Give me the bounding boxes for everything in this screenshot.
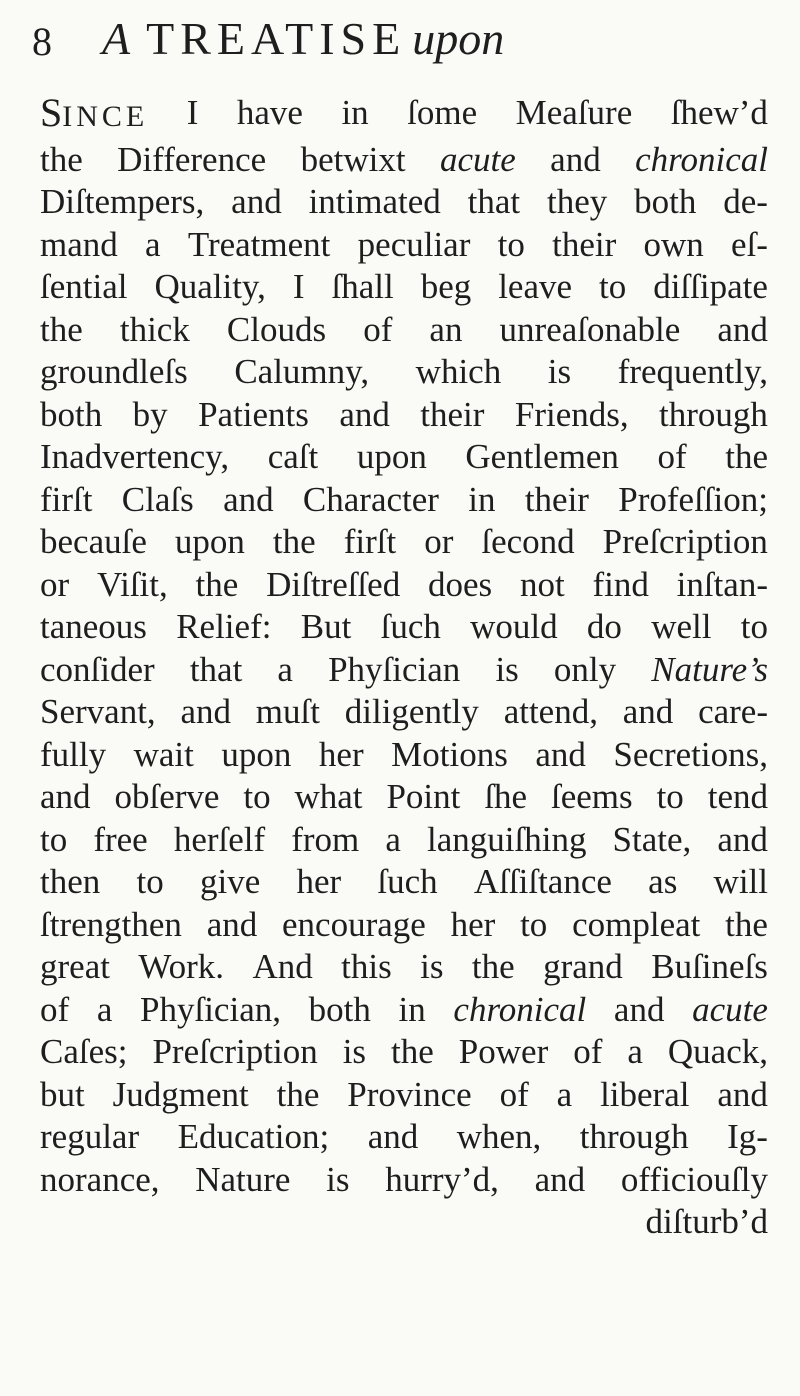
word: of xyxy=(573,1032,603,1071)
word: Nature xyxy=(195,1159,291,1199)
word: ſome xyxy=(407,93,478,132)
word: Quality, xyxy=(154,267,266,306)
word: fully xyxy=(40,734,107,774)
word: Ig- xyxy=(727,1117,768,1156)
word: Clouds xyxy=(226,309,327,349)
word: the xyxy=(40,139,83,179)
word: that xyxy=(189,649,243,689)
word: Profeſſion; xyxy=(618,479,768,519)
running-header xyxy=(32,12,772,92)
word: Point xyxy=(386,777,461,816)
word: Diſtreſſed xyxy=(266,564,401,604)
word: and xyxy=(339,394,390,434)
page-number: 8 xyxy=(32,19,52,64)
word: But xyxy=(300,607,352,646)
word: Preſcription xyxy=(152,1032,318,1071)
word: grand xyxy=(543,947,623,986)
word: and xyxy=(717,1074,768,1114)
body-paragraph xyxy=(40,92,768,1244)
word: which xyxy=(415,352,502,391)
word: ſeems xyxy=(551,777,633,816)
word: the xyxy=(725,437,768,476)
word: Difference xyxy=(117,139,267,179)
word: Aſſiſtance xyxy=(473,862,612,901)
word: do xyxy=(586,607,622,646)
word: that xyxy=(467,182,521,221)
word: of xyxy=(657,437,687,476)
word: ſuch xyxy=(380,607,441,646)
word: Judgment xyxy=(112,1074,249,1114)
word: hurry’d, xyxy=(385,1159,499,1199)
text-line xyxy=(40,1031,768,1074)
word: State, xyxy=(612,819,692,859)
word: officiouſly xyxy=(620,1159,768,1199)
word: to xyxy=(40,819,68,859)
word: great xyxy=(40,947,110,986)
word: Education; xyxy=(177,1117,330,1156)
word: in xyxy=(468,479,496,519)
word: muſt xyxy=(255,692,320,731)
word: the xyxy=(471,947,515,986)
word: Friends, xyxy=(514,394,629,434)
word: Caſes; xyxy=(40,1032,128,1071)
word: to xyxy=(136,862,164,901)
word: not xyxy=(519,564,565,604)
word: in xyxy=(341,93,369,132)
word: and xyxy=(550,139,601,179)
word: peculiar xyxy=(357,224,471,264)
word: Meaſure xyxy=(515,93,633,132)
word: is xyxy=(495,649,519,689)
word: from xyxy=(291,819,360,859)
word: the xyxy=(40,309,83,349)
text-line xyxy=(40,1116,768,1159)
text-line xyxy=(40,309,768,352)
word: and xyxy=(535,734,586,774)
word: Gentlemen xyxy=(465,437,619,476)
word: is xyxy=(342,1032,367,1071)
word: and xyxy=(717,309,768,349)
word: Patients xyxy=(198,394,309,434)
word: Preſcription xyxy=(602,522,768,561)
word: to xyxy=(497,224,525,264)
word: Secretions, xyxy=(613,734,768,774)
word: diligently xyxy=(344,692,479,731)
word: regular xyxy=(40,1117,140,1156)
word: firſt xyxy=(343,522,397,561)
word: as xyxy=(648,862,678,901)
word: I xyxy=(186,93,199,132)
word: ſential xyxy=(40,267,128,306)
word: will xyxy=(713,862,768,901)
word: they xyxy=(547,182,608,221)
word: well xyxy=(651,607,712,646)
word: Phyſician xyxy=(328,649,461,689)
word: herſelf xyxy=(173,819,266,859)
word: of xyxy=(363,309,393,349)
word: upon xyxy=(174,522,245,561)
word: a xyxy=(556,1074,573,1114)
word: her xyxy=(318,734,364,774)
word: what xyxy=(294,777,363,816)
word: betwixt xyxy=(300,139,406,179)
text-line xyxy=(40,989,768,1032)
word: to xyxy=(520,904,548,944)
word: through xyxy=(659,394,768,434)
word: taneous xyxy=(40,607,147,646)
word: acute xyxy=(439,139,516,179)
text-line xyxy=(40,266,768,309)
word: free xyxy=(93,819,148,859)
word: acute xyxy=(692,989,768,1029)
word: her xyxy=(450,904,496,944)
word: to xyxy=(740,607,768,646)
word: or xyxy=(424,522,454,561)
text-line xyxy=(40,776,768,819)
running-title-lead: A xyxy=(102,13,137,64)
word: Motions xyxy=(391,734,508,774)
word: Power xyxy=(458,1032,549,1071)
word: Quack, xyxy=(667,1032,768,1071)
text-line xyxy=(40,181,768,224)
word: Calumny, xyxy=(234,352,370,391)
word: And xyxy=(252,947,313,986)
word: firſt xyxy=(40,479,93,519)
text-line xyxy=(40,479,768,522)
text-line xyxy=(40,819,768,862)
text-line xyxy=(40,224,768,267)
word: languiſhing xyxy=(427,819,587,859)
word: in xyxy=(398,989,426,1029)
word: Treatment xyxy=(187,224,331,264)
word: their xyxy=(552,224,617,264)
word: diſturb’d xyxy=(645,1202,768,1241)
word: ſtrengthen xyxy=(40,904,182,944)
word: frequently, xyxy=(617,352,768,391)
word: and xyxy=(180,692,231,731)
word: compleat xyxy=(572,904,701,944)
word: groundleſs xyxy=(40,352,188,391)
text-line xyxy=(40,564,768,607)
word: conſider xyxy=(40,649,155,689)
text-line xyxy=(40,394,768,437)
word: Character xyxy=(302,479,439,519)
word: Province xyxy=(347,1074,472,1114)
word: Servant, xyxy=(40,692,156,731)
word: to xyxy=(599,267,627,306)
word: tend xyxy=(707,777,768,816)
word: unreaſonable xyxy=(499,309,681,349)
text-line xyxy=(40,649,768,692)
word: through xyxy=(579,1117,689,1156)
word: then xyxy=(40,862,101,901)
running-title-main: TREATISE xyxy=(146,13,407,64)
word: Work. xyxy=(138,947,225,986)
word: when, xyxy=(456,1117,542,1156)
word: wait xyxy=(133,734,194,774)
word: is xyxy=(547,352,572,391)
word: the xyxy=(272,522,316,561)
word: own xyxy=(643,224,704,264)
word: the xyxy=(725,904,768,944)
word: Viſit, xyxy=(96,564,168,604)
word: I xyxy=(292,267,305,306)
word: thick xyxy=(119,309,190,349)
word: upon xyxy=(356,437,427,476)
word: or xyxy=(40,564,70,604)
word: give xyxy=(199,862,261,901)
word: diſſipate xyxy=(653,267,768,306)
word: this xyxy=(341,947,392,986)
word: Buſineſs xyxy=(651,947,768,986)
running-title-tail: upon xyxy=(412,13,505,64)
word: chronical xyxy=(635,139,768,179)
text-line xyxy=(40,691,768,734)
word: liberal xyxy=(600,1074,690,1114)
word: and xyxy=(40,777,91,816)
text-line xyxy=(40,139,768,182)
word: and xyxy=(367,1117,419,1156)
word: ſuch xyxy=(377,862,438,901)
word: her xyxy=(296,862,342,901)
word: SINCE xyxy=(40,90,149,135)
word: Inadvertency, xyxy=(40,437,230,476)
word: the xyxy=(195,564,239,604)
word: a xyxy=(277,649,293,689)
text-line xyxy=(40,606,768,649)
word: Diſtempers, xyxy=(40,182,205,221)
word: a xyxy=(96,989,113,1029)
word: norance, xyxy=(40,1159,160,1199)
text-line xyxy=(40,904,768,947)
word: the xyxy=(276,1074,320,1114)
word: de- xyxy=(723,182,768,221)
word: and xyxy=(534,1159,586,1199)
text-line xyxy=(40,436,768,479)
word: and xyxy=(231,182,282,221)
word: ſecond xyxy=(481,522,575,561)
word: Claſs xyxy=(121,479,194,519)
word: an xyxy=(429,309,463,349)
word: obſerve xyxy=(114,777,220,816)
word: only xyxy=(553,649,617,689)
word: have xyxy=(236,93,303,132)
word: and xyxy=(613,989,665,1029)
word: and xyxy=(223,479,274,519)
word: but xyxy=(40,1074,85,1114)
word: a xyxy=(385,819,401,859)
word: by xyxy=(132,394,168,434)
word: would xyxy=(470,607,558,646)
word: of xyxy=(40,989,70,1029)
word: intimated xyxy=(308,182,441,221)
word: a xyxy=(145,224,161,264)
word: a xyxy=(627,1032,643,1071)
word: becauſe xyxy=(40,522,147,561)
word: eſ- xyxy=(731,224,768,264)
word: and xyxy=(206,904,258,944)
text-line xyxy=(40,521,768,564)
word: of xyxy=(499,1074,529,1114)
word: is xyxy=(420,947,444,986)
word: attend, xyxy=(503,692,598,731)
word: ſhew’d xyxy=(670,93,768,132)
text-line xyxy=(40,1201,768,1244)
word: leave xyxy=(498,267,573,306)
word: both xyxy=(40,394,103,434)
word: find xyxy=(592,564,649,604)
word: encourage xyxy=(282,904,426,944)
word: and xyxy=(622,692,674,731)
word: beg xyxy=(420,267,472,306)
word: Phyſician, xyxy=(140,989,281,1029)
text-line xyxy=(40,734,768,777)
text-line xyxy=(40,1159,768,1202)
word: to xyxy=(243,777,271,816)
word: care- xyxy=(698,692,768,731)
word: and xyxy=(717,819,768,859)
word: the xyxy=(391,1032,434,1071)
text-line xyxy=(40,946,768,989)
word: their xyxy=(524,479,589,519)
word: does xyxy=(428,564,493,604)
text-line xyxy=(40,1074,768,1117)
word: ſhe xyxy=(484,777,528,816)
word: chronical xyxy=(453,989,587,1029)
text-line xyxy=(40,861,768,904)
word: is xyxy=(326,1159,350,1199)
word: both xyxy=(308,989,371,1029)
word: ſhall xyxy=(331,267,394,306)
word: Relief: xyxy=(176,607,272,646)
running-title xyxy=(102,12,504,65)
word: their xyxy=(420,394,485,434)
word: caſt xyxy=(267,437,319,476)
word: to xyxy=(656,777,684,816)
word: Nature’s xyxy=(651,649,768,689)
word: upon xyxy=(221,734,292,774)
word: inſtan- xyxy=(676,564,768,604)
text-line xyxy=(40,92,768,139)
text-line xyxy=(40,351,768,394)
word: mand xyxy=(40,224,118,264)
word: both xyxy=(634,182,697,221)
